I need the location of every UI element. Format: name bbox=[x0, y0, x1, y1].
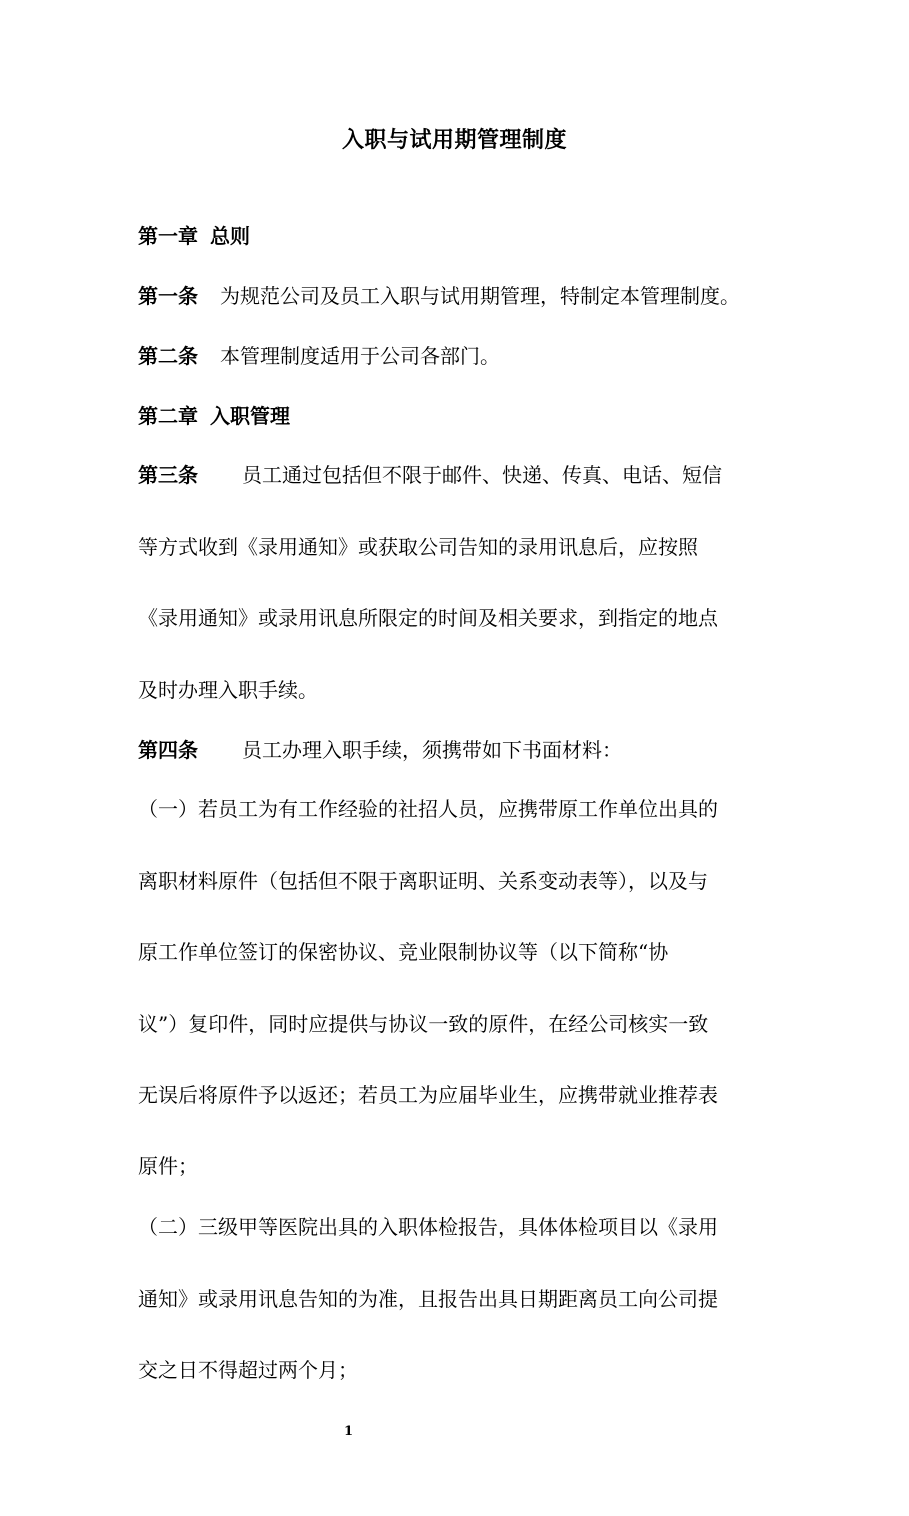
article-label: 第二条 bbox=[138, 344, 198, 368]
article-4-item-1-line-4: 议”）复印件，同时应提供与协议一致的原件，在经公司核实一致 bbox=[138, 1012, 709, 1036]
article-4-item-1-line-1: （一）若员工为有工作经验的社招人员，应携带原工作单位出具的 bbox=[138, 797, 718, 821]
article-label: 第四条 bbox=[138, 738, 198, 762]
chapter-label: 第二章 bbox=[138, 404, 198, 428]
chapter-label: 第一章 bbox=[138, 224, 198, 248]
article-3-line-1 bbox=[138, 460, 778, 490]
chapter-name: 入职管理 bbox=[210, 404, 290, 428]
article-2 bbox=[138, 341, 778, 371]
article-4-intro bbox=[138, 735, 778, 765]
article-4-item-1-line-5: 无误后将原件予以返还；若员工为应届毕业生，应携带就业推荐表 bbox=[138, 1083, 718, 1107]
article-4-item-2-line-2: 通知》或录用讯息告知的为准，且报告出具日期距离员工向公司提 bbox=[138, 1287, 718, 1311]
article-3-line-4: 及时办理入职手续。 bbox=[138, 678, 318, 702]
chapter-heading-1 bbox=[138, 221, 778, 251]
article-label: 第一条 bbox=[138, 284, 198, 308]
article-4-item-2-line-3: 交之日不得超过两个月； bbox=[138, 1358, 358, 1382]
article-text: 员工通过包括但不限于邮件、快递、传真、电话、短信 bbox=[242, 463, 722, 487]
chapter-name: 总则 bbox=[210, 224, 250, 248]
page-title: 入职与试用期管理制度 bbox=[341, 127, 567, 153]
article-4-item-1-line-3: 原工作单位签订的保密协议、竞业限制协议等（以下简称“协 bbox=[138, 940, 669, 964]
chapter-heading-2 bbox=[138, 401, 778, 431]
article-label: 第三条 bbox=[138, 463, 198, 487]
article-text: 员工办理入职手续，须携带如下书面材料： bbox=[242, 738, 622, 762]
article-3-line-2: 等方式收到《录用通知》或获取公司告知的录用讯息后，应按照 bbox=[138, 535, 698, 559]
article-4-item-1-line-2: 离职材料原件（包括但不限于离职证明、关系变动表等），以及与 bbox=[138, 869, 708, 893]
article-1 bbox=[138, 281, 778, 311]
article-text: 为规范公司及员工入职与试用期管理，特制定本管理制度。 bbox=[220, 284, 740, 308]
article-text: 本管理制度适用于公司各部门。 bbox=[220, 344, 500, 368]
article-3-line-3: 《录用通知》或录用讯息所限定的时间及相关要求，到指定的地点 bbox=[138, 606, 718, 630]
article-4-item-1-line-6: 原件； bbox=[138, 1154, 198, 1178]
article-4-item-2-line-1: （二）三级甲等医院出具的入职体检报告，具体体检项目以《录用 bbox=[138, 1215, 718, 1239]
page-number: 1 bbox=[343, 1424, 354, 1439]
